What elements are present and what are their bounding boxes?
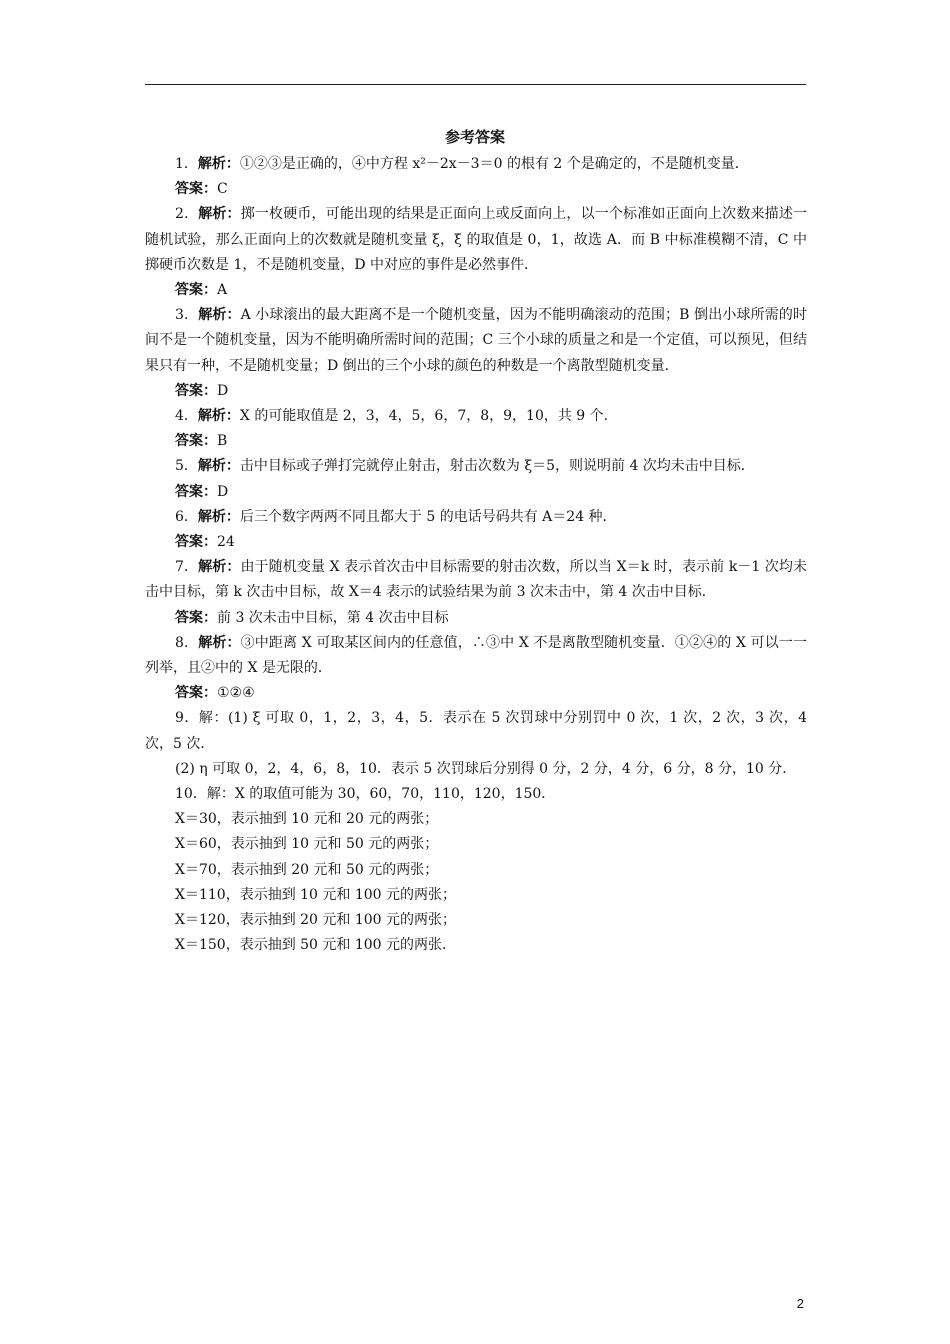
analysis-label: 解析： — [197, 458, 240, 475]
item-number: 1． — [175, 156, 198, 172]
item-6-answer — [145, 530, 807, 555]
answer-value: ①②④ — [217, 685, 255, 702]
answer-value: D — [217, 382, 229, 399]
item-3-answer — [145, 379, 807, 404]
analysis-text: 击中目标或子弹打完就停止射击，射击次数为 ξ＝5，则说明前 4 次均未击中目标． — [239, 458, 755, 475]
answer-label: 答案： — [175, 609, 217, 626]
analysis-label: 解析： — [198, 634, 241, 651]
analysis-text: ③中距离 X 可取某区间内的任意值，∴③中 X 不是离散型随机变量．①②④的 X 可以一一列举，且②中的 X 是无限的． — [145, 634, 807, 677]
item-number: 2． — [175, 206, 199, 223]
item-2-answer — [145, 278, 807, 303]
answer-label: 答案： — [175, 382, 217, 399]
answer-label: 答案： — [175, 685, 217, 702]
answer-label: 答案： — [175, 282, 217, 299]
item-4-answer — [145, 429, 807, 454]
item-1-answer — [145, 177, 807, 202]
answer-content — [145, 152, 807, 959]
analysis-text: X 的可能取值是 2，3，4，5，6，7，8，9，10，共 9 个． — [239, 408, 618, 425]
item-10-intro: 10．解：X 的取值可能为 30，60，70，110，120，150． — [175, 786, 556, 803]
item-10-case: X＝60，表示抽到 10 元和 50 元的两张； — [175, 836, 439, 853]
item-10-case: X＝70，表示抽到 20 元和 50 元的两张； — [175, 861, 439, 878]
answer-value: B — [217, 433, 228, 450]
header-rule — [145, 84, 806, 85]
item-number: 4． — [175, 408, 198, 425]
answer-value: 24 — [217, 534, 235, 551]
page-title: 参考答案 — [444, 128, 505, 146]
answer-value: D — [217, 483, 229, 500]
analysis-label: 解析： — [198, 206, 241, 223]
answer-value: C — [217, 181, 228, 198]
analysis-label: 解析： — [197, 508, 240, 525]
item-5-analysis — [145, 454, 807, 479]
item-6-analysis — [145, 505, 807, 530]
answer-label: 答案： — [175, 433, 217, 450]
item-3-analysis — [145, 303, 807, 379]
answer-label: 答案： — [175, 483, 217, 500]
answer-value: 前 3 次未击中目标，第 4 次击中目标 — [217, 609, 449, 626]
analysis-label: 解析： — [197, 408, 240, 425]
analysis-text: 由于随机变量 X 表示首次击中目标需要的射击次数，所以当 X＝k 时，表示前 k－1 次均未击中目标，第 k 次击中目标，故 X＝4 表示的试验结果为前 3 次未击中，第 4 次击中目标． — [145, 559, 807, 601]
analysis-label: 解析： — [198, 307, 241, 324]
item-5-answer — [145, 480, 807, 505]
analysis-text: A 小球滚出的最大距离不是一个随机变量，因为不能明确滚动的范围；B 倒出小球所需的时间不是一个随机变量，因为不能明确所需时间的范围；C 三个小球的质量之和是一个定值，可以预见，但结果只有一种，不是随机变量；D 倒出的三个小球的颜色的种数是一个离散型随机变量． — [145, 307, 807, 374]
item-10-case: X＝110，表示抽到 10 元和 100 元的两张； — [175, 886, 457, 903]
item-10-case: X＝150，表示抽到 50 元和 100 元的两张． — [175, 937, 457, 954]
item-4-analysis — [145, 404, 807, 429]
item-10-case: X＝30，表示抽到 10 元和 20 元的两张； — [175, 811, 439, 828]
item-number: 8． — [175, 634, 199, 651]
item-10-case: X＝120，表示抽到 20 元和 100 元的两张； — [175, 912, 457, 929]
item-1-analysis — [145, 152, 807, 177]
item-8-analysis — [145, 631, 807, 681]
item-7-answer — [145, 606, 807, 631]
analysis-label: 解析： — [197, 156, 240, 172]
page-number: 2 — [796, 1296, 804, 1311]
item-number: 3． — [175, 307, 199, 324]
analysis-label: 解析： — [198, 559, 241, 576]
item-9-part-1: 9．解：(1) ξ 可取 0，1，2，3，4，5．表示在 5 次罚球中分别罚中 0 次，1 次，2 次，3 次，4 次，5 次． — [145, 710, 807, 752]
item-number: 5． — [175, 458, 198, 475]
item-7-analysis — [145, 555, 807, 605]
answer-label: 答案： — [175, 534, 217, 551]
item-number: 6． — [175, 508, 198, 525]
analysis-text: ①②③是正确的，④中方程 x²－2x－3＝0 的根有 2 个是确定的，不是随机变量． — [239, 156, 749, 172]
item-9-part-2: (2) η 可取 0，2，4，6，8，10．表示 5 次罚球后分别得 0 分，2 分，4 分，6 分，8 分，10 分． — [175, 760, 797, 777]
analysis-text: 后三个数字两两不同且都大于 5 的电话号码共有 A＝24 种． — [239, 508, 617, 525]
analysis-text: 掷一枚硬币，可能出现的结果是正面向上或反面向上，以一个标准如正面向上次数来描述一随机试验，那么正面向上的次数就是随机变量 ξ，ξ 的取值是 0，1，故选 A．而 B 中标准模糊不清，C 中掷硬币次数是 1，不是随机变量，D 中对应的事件是必然事件． — [145, 206, 807, 273]
answer-label: 答案： — [175, 181, 217, 198]
item-number: 7． — [175, 559, 199, 576]
item-8-answer — [145, 681, 807, 706]
answer-value: A — [217, 282, 228, 299]
item-2-analysis — [145, 202, 807, 278]
